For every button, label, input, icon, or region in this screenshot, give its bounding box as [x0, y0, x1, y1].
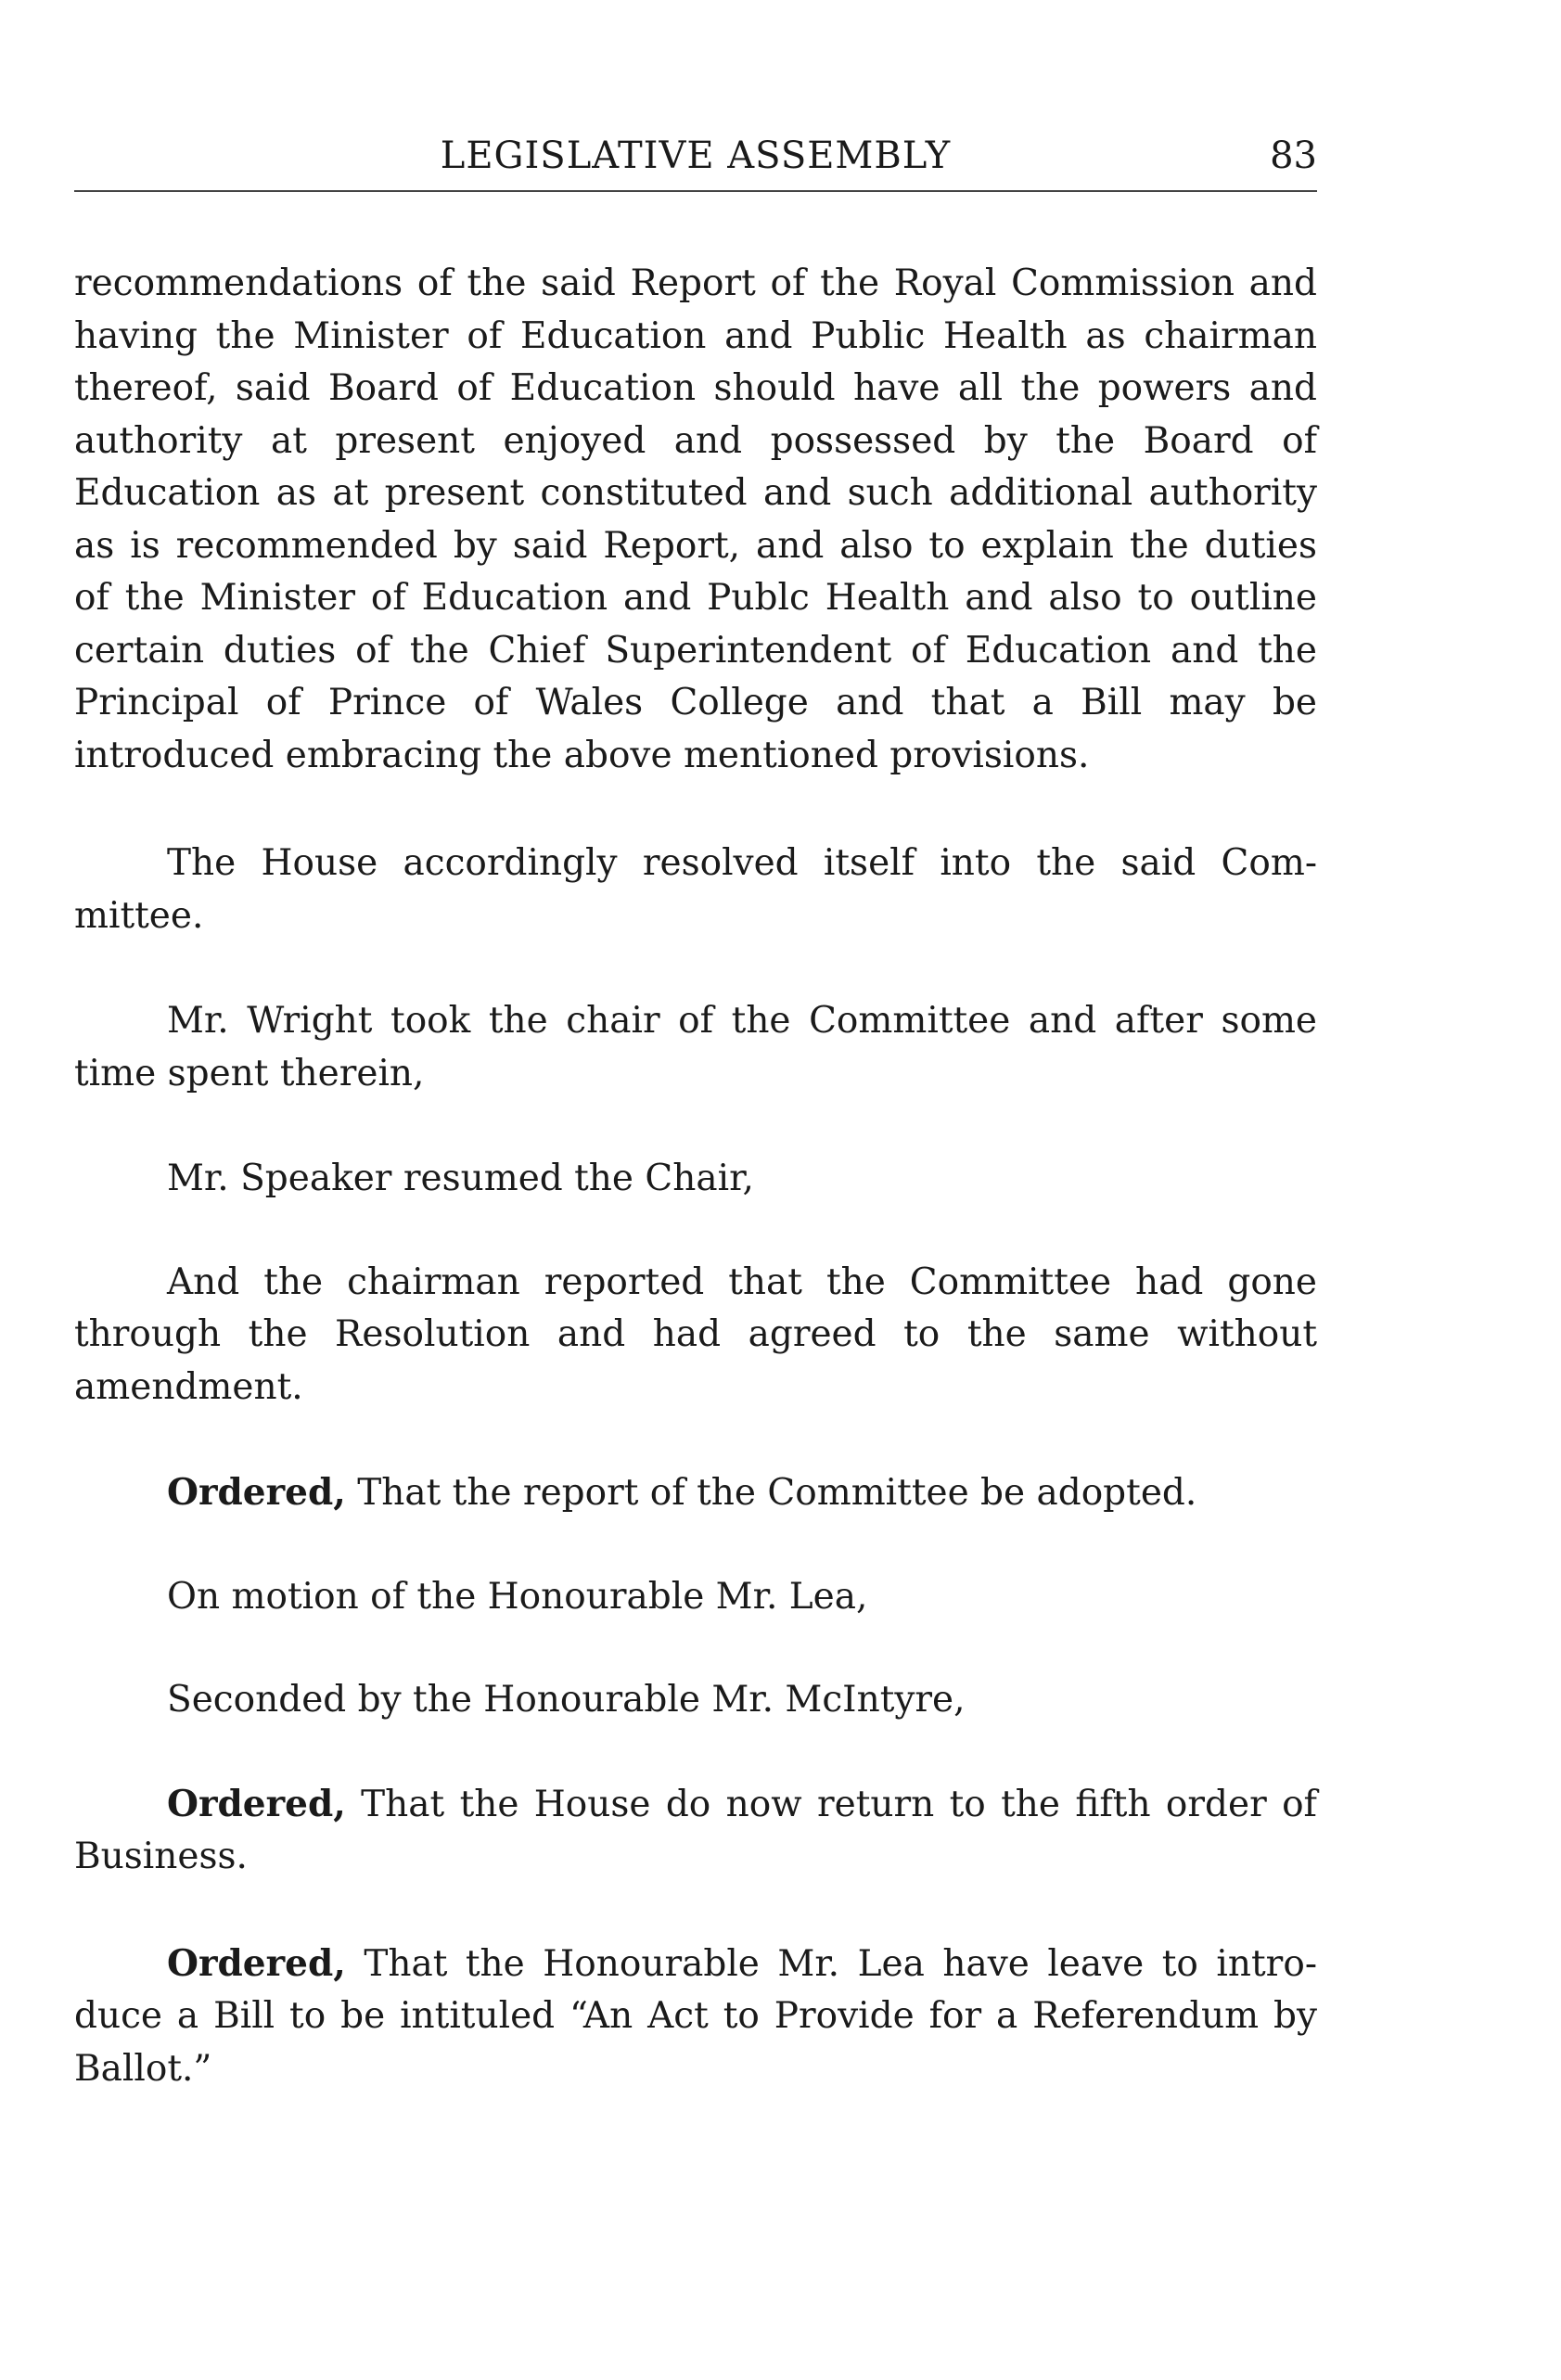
paragraph-text: Mr. Speaker resumed the Chair, [167, 1158, 754, 1199]
paragraph-ordered-fifth-order [74, 1778, 1317, 1884]
paragraph-text: That the report of the Committee be adopted. [345, 1472, 1197, 1514]
header-rule [74, 190, 1317, 192]
ordered-label: Ordered, [167, 1941, 346, 1985]
ordered-label: Ordered, [167, 1782, 346, 1825]
paragraph-wright-chair [74, 995, 1317, 1100]
paragraph-text: On motion of the Honourable Mr. Lea, [167, 1575, 868, 1618]
page-number: 83 [1270, 134, 1317, 177]
paragraph-text: recommendations of the said Report of the Royal Commission and having the Minister of Education and Public Health as chairman thereof, said Board of Education should have all the powers and authority at present enjoyed and possessed by the Board of Education as at present constituted and such additional authority as is recommended by said Report, and also to explain the duties of the Minister of Education and Publc Health and also to outline certain duties of the Chief Superintendent of Education and the Principal of Prince of Wales College and that a Bill may be introduced embracing the above mentioned provisions. [74, 262, 1317, 776]
running-title: LEGISLATIVE ASSEMBLY [440, 134, 952, 177]
paragraph-text: Mr. Wright took the chair of the Committee and after some time spent therein, [74, 1000, 1317, 1094]
ordered-label: Ordered, [167, 1471, 346, 1514]
paragraph-text: That the House do now return to the fifth order of Business. [74, 1783, 1317, 1877]
paragraph-motion-lea [74, 1571, 1317, 1624]
paragraph-text: Seconded by the Honourable Mr. McIntyre, [167, 1679, 966, 1721]
paragraph-speaker-resumed [74, 1153, 1317, 1206]
body-text [74, 258, 1317, 2095]
paragraph-house-resolved [74, 838, 1317, 942]
paragraph-text: The House accordingly resolved itself into the said Committee. [74, 842, 1317, 937]
paragraph-ordered-referendum-bill [74, 1938, 1317, 2096]
page-header [74, 130, 1317, 186]
paragraph-text: And the chairman reported that the Committee had gone through the Resolution and had agreed to the same without amendment. [74, 1260, 1317, 1408]
paragraph-text: That the Honourable Mr. Lea have leave to introduce a Bill to be intituled “An Act to Provide for a Referendum by Ballot.” [74, 1942, 1317, 2090]
paragraph-ordered-report-adopted [74, 1466, 1317, 1520]
paragraph-recommendations [74, 258, 1317, 782]
paragraph-chairman-reported [74, 1257, 1317, 1414]
paragraph-seconded-mcintyre [74, 1674, 1317, 1727]
